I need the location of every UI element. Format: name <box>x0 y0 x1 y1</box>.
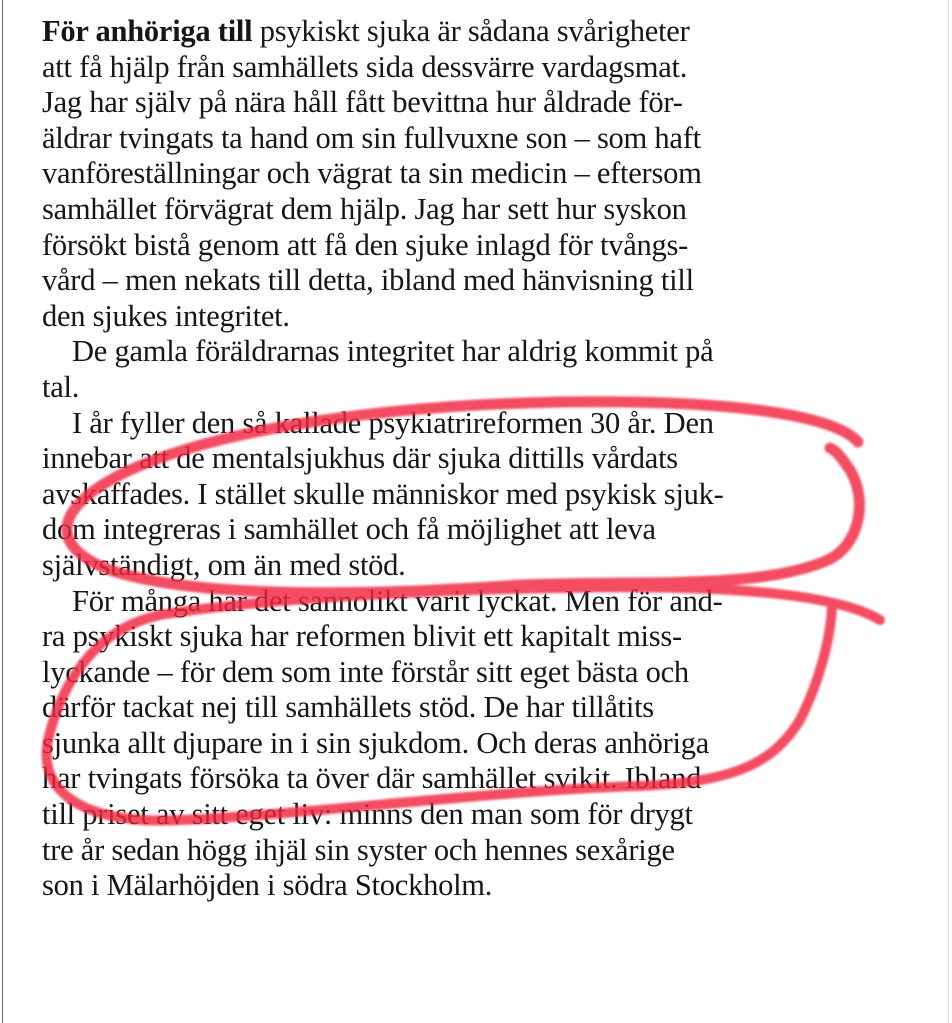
line-text: tal. <box>42 369 80 404</box>
article-body <box>42 14 922 904</box>
line-text: lyckande – för dem som inte förstår sitt eget bästa och <box>42 654 689 689</box>
line-text: den sjukes integritet. <box>42 298 290 333</box>
text-line <box>42 334 922 370</box>
line-text: Jag har själv på nära håll fått bevittna hur åldrade för- <box>42 85 683 120</box>
text-line <box>42 14 922 50</box>
text-line <box>42 690 922 726</box>
text-line <box>42 299 922 335</box>
line-text: äldrar tvingats ta hand om sin fullvuxne son – som haft <box>42 120 701 155</box>
lead-in-bold: För anhöriga till <box>42 14 253 48</box>
line-text: son i Mälarhöjden i södra Stockholm. <box>42 868 493 903</box>
line-text: För många har det sannolikt varit lyckat. Men för and- <box>72 583 723 618</box>
text-line <box>42 548 922 584</box>
line-text: därför tackat nej till samhällets stöd. De har tillåtits <box>42 690 654 725</box>
text-line <box>42 156 922 192</box>
line-text: försökt bistå genom att få den sjuke inlagd för tvångs- <box>42 227 689 262</box>
line-text: vård – men nekats till detta, ibland med hänvisning till <box>42 263 694 298</box>
line-text: självständigt, om än med stöd. <box>42 547 406 582</box>
text-line <box>42 868 922 904</box>
text-line <box>42 85 922 121</box>
text-line <box>42 477 922 513</box>
text-line <box>42 121 922 157</box>
page-edge-right <box>948 0 949 1023</box>
text-line <box>42 406 922 442</box>
text-line <box>42 512 922 548</box>
text-line <box>42 619 922 655</box>
text-line <box>42 761 922 797</box>
line-text: I år fyller den så kallade psykiatrireformen 30 år. Den <box>72 405 714 440</box>
text-line <box>42 50 922 86</box>
text-line <box>42 726 922 762</box>
line-text: psykiskt sjuka är sådana svårigheter <box>252 14 690 48</box>
line-text: att få hjälp från samhällets sida dessvärre vardagsmat. <box>42 49 688 84</box>
text-line <box>42 655 922 691</box>
text-line <box>42 192 922 228</box>
text-line <box>42 441 922 477</box>
text-line <box>42 228 922 264</box>
line-text: innebar att de mentalsjukhus där sjuka dittills vårdats <box>42 441 678 476</box>
line-text: sjunka allt djupare in i sin sjukdom. Och deras anhöriga <box>42 725 710 760</box>
line-text: ra psykiskt sjuka har reformen blivit ett kapitalt miss- <box>42 619 682 654</box>
line-text: har tvingats försöka ta över där samhället svikit. Ibland <box>42 761 702 796</box>
page-edge-left <box>2 0 3 1023</box>
text-line <box>42 263 922 299</box>
line-text: vanföreställningar och vägrat ta sin medicin – eftersom <box>42 156 702 191</box>
line-text: samhället förvägrat dem hjälp. Jag har sett hur syskon <box>42 191 687 226</box>
line-text: dom integreras i samhället och få möjlighet att leva <box>42 512 656 547</box>
text-line <box>42 797 922 833</box>
text-line <box>42 833 922 869</box>
text-line <box>42 370 922 406</box>
line-text: De gamla föräldrarnas integritet har aldrig kommit på <box>72 334 714 369</box>
line-text: avskaffades. I stället skulle människor med psykisk sjuk- <box>42 476 724 511</box>
line-text: tre år sedan högg ihjäl sin syster och hennes sexårige <box>42 832 675 867</box>
text-line <box>42 584 922 620</box>
line-text: till priset av sitt eget liv: minns den man som för drygt <box>42 797 693 832</box>
